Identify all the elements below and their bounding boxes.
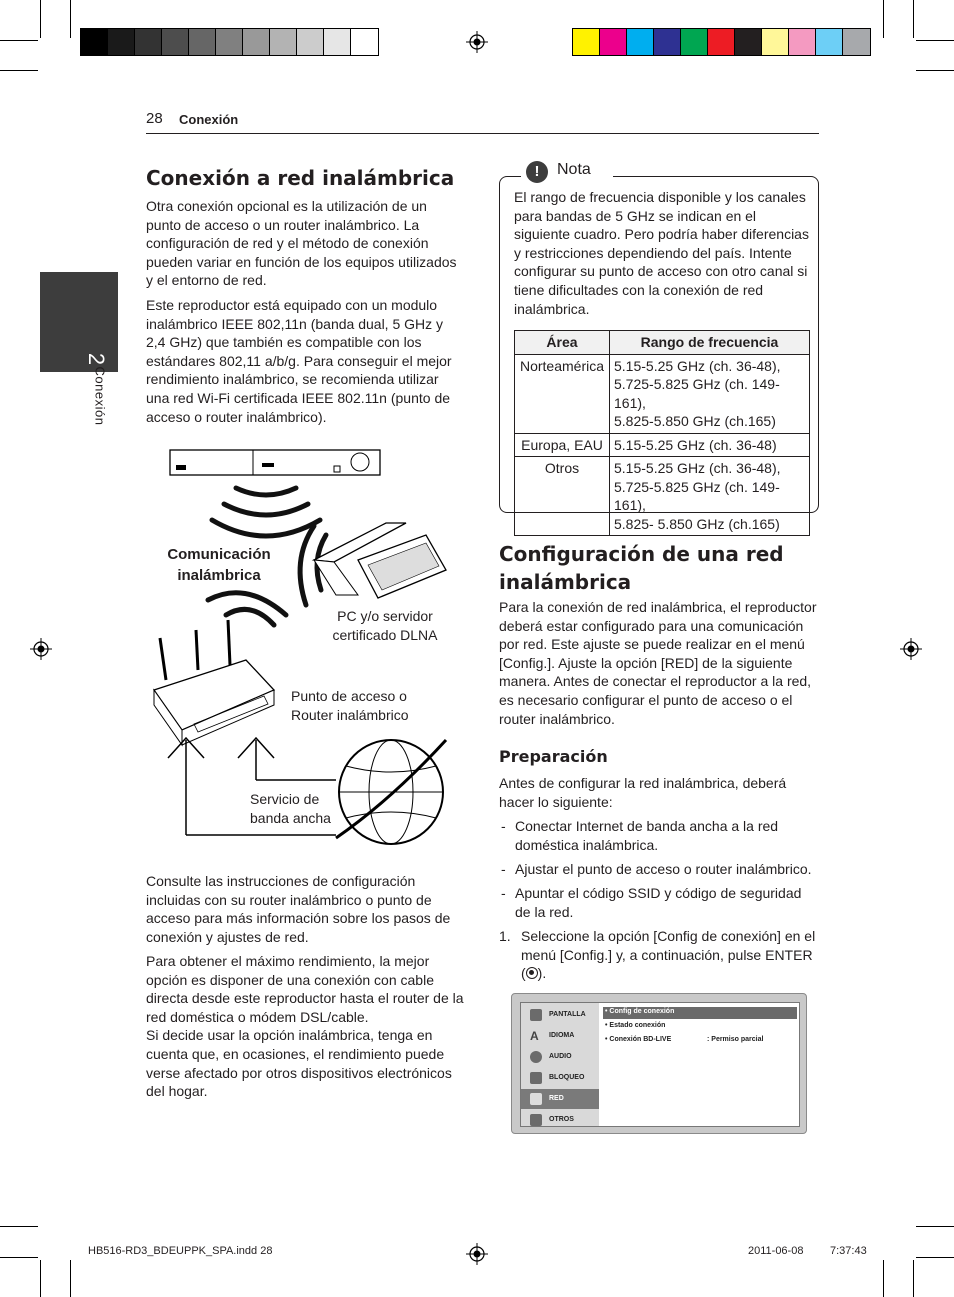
crop-mark — [0, 1226, 38, 1227]
router-icon — [154, 620, 274, 745]
color-swatch — [600, 29, 627, 55]
paragraph: Consulte las instrucciones de configuración incluidas con su router inalámbrico o punto de acceso para más información sobre los pasos de conexión y ajustes de red. — [146, 873, 451, 945]
wireless-wave-icon — [208, 593, 286, 625]
frequency-cell — [610, 457, 810, 536]
laptop-icon — [314, 523, 446, 598]
menu-value-bd-live: : Permiso parcial — [707, 1036, 764, 1043]
header-rule — [146, 133, 819, 134]
color-swatch — [843, 29, 870, 55]
frequency-line: 5.15-5.25 GHz (ch. 36-48) — [614, 436, 777, 453]
paragraph: Este reproductor está equipado con un modulo inalámbrico IEEE 802,11n (banda dual, 5 GHz y 2,4 GHz) que también es compatible con los estándares 802,11 a/b/g. Para conseguir el mejor rendimiento inalámbrico, se recomienda utilizar una red Wi-Fi certificada IEEE 802.11n (punto de acceso o router inalámbrico). — [146, 297, 452, 425]
color-swatch — [216, 29, 243, 55]
registration-mark-icon — [30, 638, 52, 660]
crop-mark — [40, 1260, 41, 1297]
color-swatch — [351, 29, 378, 55]
menu-option-config-conexion: • Config de conexión — [605, 1008, 675, 1015]
color-swatch — [162, 29, 189, 55]
menu-option-bd-live: • Conexión BD-LIVE — [605, 1036, 672, 1043]
area-cell: Europa, EAU — [515, 433, 610, 457]
lock-icon — [530, 1072, 542, 1084]
frequency-line: 5.725-5.825 GHz (ch. 149-161), — [614, 478, 780, 513]
crop-mark — [913, 1260, 914, 1297]
menu-option-estado-conexion: • Estado conexión — [605, 1022, 666, 1029]
frequency-cell — [610, 354, 810, 433]
crop-mark — [40, 0, 41, 38]
table-row — [515, 354, 810, 433]
network-icon — [530, 1093, 542, 1105]
crop-mark — [916, 1257, 954, 1258]
crop-mark — [0, 1257, 38, 1258]
menu-sidebar — [521, 1003, 599, 1126]
color-swatch — [189, 29, 216, 55]
color-swatch — [627, 29, 654, 55]
diagram-label-broadband: Servicio de banda ancha — [250, 791, 331, 826]
crop-mark — [916, 70, 954, 71]
color-swatch — [135, 29, 162, 55]
color-swatch — [324, 29, 351, 55]
color-swatch — [108, 29, 135, 55]
subsection-title: Preparación — [499, 747, 608, 766]
exclamation-icon: ! — [526, 161, 548, 183]
table-header-area: Área — [515, 331, 610, 355]
color-swatch — [789, 29, 816, 55]
audio-icon — [530, 1051, 542, 1063]
color-swatch — [270, 29, 297, 55]
other-settings-icon — [530, 1114, 542, 1126]
paragraph: Para obtener el máximo rendimiento, la mejor opción es disponer de una conexión con cable directa desde este reproductor hasta el router de la red doméstica o módem DSL/cable. Si decide usar la opción inalámbrica, tenga en cuenta que, en ocasiones, el rendimiento puede verse afectado por otros dispositivos electrónicos del hogar. — [146, 953, 464, 1100]
color-swatch — [708, 29, 735, 55]
area-cell: Norteamérica — [515, 354, 610, 433]
gray-color-bar — [80, 28, 379, 56]
note-text: El rango de frecuencia disponible y los canales para bandas de 5 GHz se indican en el siguiente cuadro. Pero podría haber diferencias y restricciones dependiendo del país. Intente configurar su punto de acceso con otro canal si tiene dificultades con la conexión de red inalámbrica. — [514, 189, 809, 317]
section-title-wireless: Conexión a red inalámbrica — [146, 166, 455, 190]
frequency-cell — [610, 433, 810, 457]
display-icon — [530, 1009, 542, 1021]
crop-mark — [916, 40, 954, 41]
registration-mark-icon — [900, 638, 922, 660]
crop-mark — [0, 70, 38, 71]
color-swatch — [573, 29, 600, 55]
footer-time: 7:37:43 — [830, 1245, 867, 1257]
menu-item-red: RED — [521, 1089, 599, 1109]
menu-item-bloqueo: BLOQUEO — [521, 1068, 599, 1088]
wireless-wave-icon — [212, 488, 320, 536]
paragraph: Otra conexión opcional es la utilización de un punto de acceso o un router inalámbrico. La configuración de red y el método de conexión pueden variar en función de los equipos utilizados y el entorno de red. — [146, 198, 457, 289]
frequency-line: 5.825- 5.850 GHz (ch.165) — [614, 515, 780, 532]
list-item: - Ajustar el punto de acceso o router inalámbrico. — [501, 861, 812, 877]
crop-mark — [70, 0, 71, 38]
menu-item-audio: AUDIO — [521, 1047, 599, 1067]
footer-date: 2011-06-08 — [748, 1245, 804, 1257]
color-swatch — [81, 29, 108, 55]
header-section: Conexión — [179, 112, 239, 127]
color-swatch — [816, 29, 843, 55]
note-title: Nota — [557, 161, 591, 178]
area-cell: Otros — [515, 457, 610, 536]
color-swatch — [762, 29, 789, 55]
color-swatch — [681, 29, 708, 55]
menu-item-idioma: A IDIOMA — [530, 1029, 575, 1043]
frequency-line: 5.825-5.850 GHz (ch.165) — [614, 413, 776, 429]
crop-mark — [0, 40, 38, 41]
table-header-frequency: Rango de frecuencia — [610, 331, 810, 355]
color-swatch — [654, 29, 681, 55]
frequency-line: 5.15-5.25 GHz (ch. 36-48), — [614, 357, 781, 374]
color-swatch — [297, 29, 324, 55]
diagram-label-wireless: Comunicación inalámbrica — [167, 546, 271, 584]
crop-mark — [913, 0, 914, 38]
crop-mark — [916, 1226, 954, 1227]
language-icon: A — [530, 1029, 539, 1043]
settings-menu-screenshot — [511, 993, 807, 1134]
registration-mark-icon — [466, 1243, 488, 1265]
step-item: 1. Seleccione la opción [Config de conexión] en el menú [Config.] y, a continuación, pulse ENTER ( ). — [499, 928, 816, 982]
table-row — [515, 433, 810, 457]
enter-button-icon — [526, 967, 538, 979]
menu-item-pantalla: PANTALLA — [521, 1005, 599, 1025]
page-number: 28 — [146, 110, 163, 127]
blu-ray-player-icon — [170, 450, 380, 475]
diagram-label-pc: PC y/o servidor certificado DLNA — [332, 608, 438, 643]
frequency-table — [514, 330, 810, 536]
list-item: - Apuntar el código SSID y código de seguridad de la red. — [501, 885, 802, 920]
crop-mark — [883, 1260, 884, 1297]
color-swatch — [243, 29, 270, 55]
frequency-line: 5.15-5.25 GHz (ch. 36-48), — [614, 460, 781, 476]
footer-file: HB516-RD3_BDEUPPK_SPA.indd 28 — [88, 1245, 273, 1257]
diagram-label-access-point: Punto de acceso o Router inalámbrico — [291, 688, 409, 723]
registration-mark-icon — [466, 31, 488, 53]
crop-mark — [70, 1260, 71, 1297]
menu-item-otros: OTROS — [521, 1110, 599, 1130]
color-bar — [572, 28, 871, 56]
chapter-number: 2 — [84, 352, 109, 366]
frequency-line: 5.725-5.825 GHz (ch. 149-161), — [614, 376, 780, 411]
table-row — [515, 457, 810, 536]
section-title-config: Configuración de una red inalámbrica — [499, 542, 784, 594]
crop-mark — [883, 0, 884, 38]
paragraph: Antes de configurar la red inalámbrica, deberá hacer lo siguiente: — [499, 775, 787, 810]
chapter-label: Conexión — [92, 366, 108, 426]
globe-icon — [336, 740, 446, 844]
color-swatch — [735, 29, 762, 55]
list-item: - Conectar Internet de banda ancha a la red doméstica inalámbrica. — [501, 818, 779, 853]
paragraph: Para la conexión de red inalámbrica, el reproductor deberá estar configurado para una comunicación por red. Este ajuste se puede realizar en el menú [Config.]. Ajuste la opción [RED] de la siguiente manera. Antes de conectar el reproductor a la red, es necesario configurar el punto de acceso o el router inalámbrico. — [499, 599, 817, 727]
